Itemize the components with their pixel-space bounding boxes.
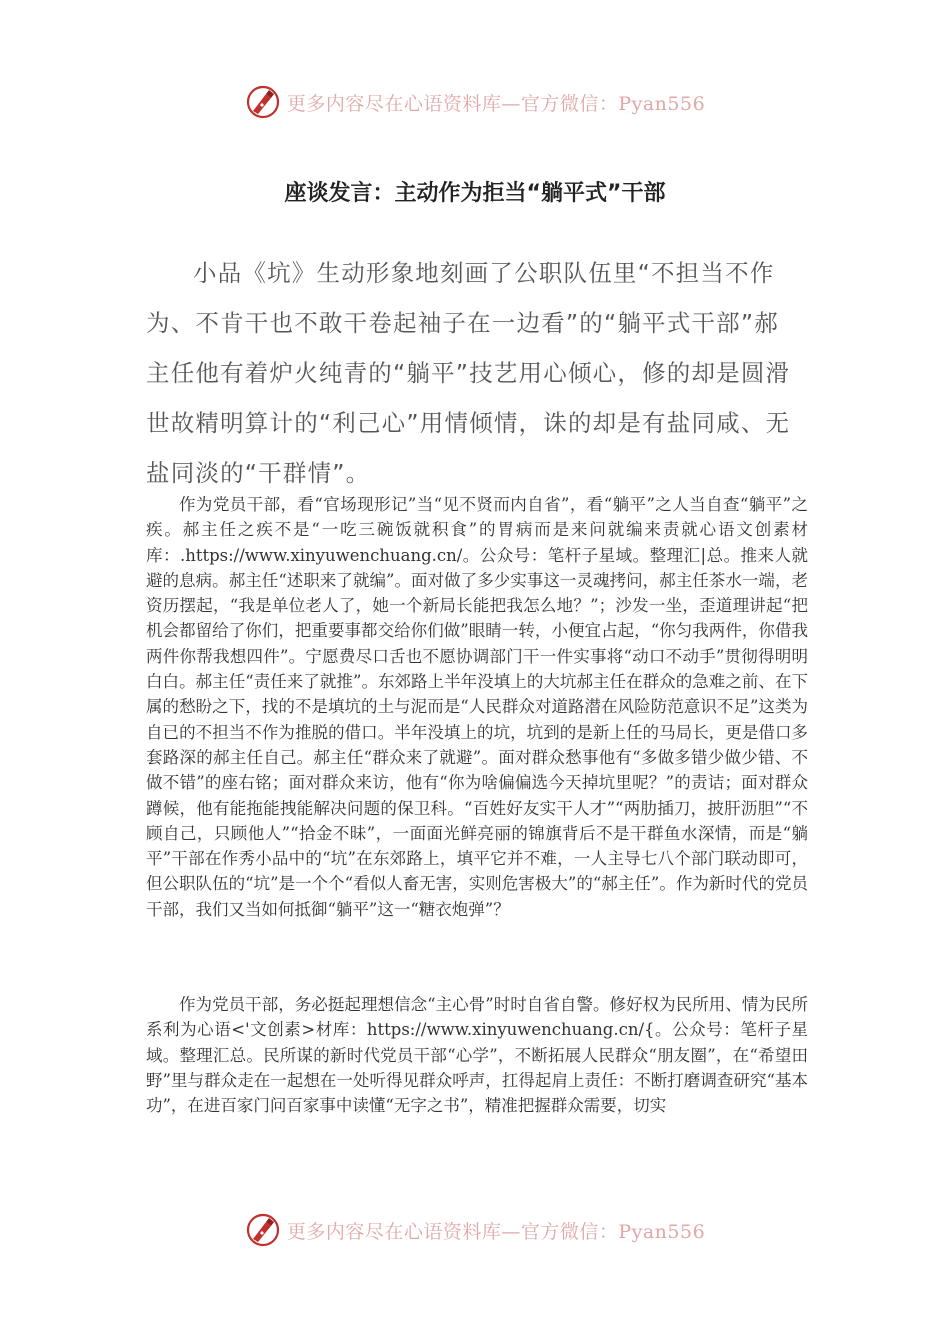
header-banner <box>0 82 950 122</box>
pen-nib-logo-icon <box>245 84 281 120</box>
page-title: 座谈发言：主动作为拒当“躺平式”干部 <box>284 181 666 206</box>
body-paragraph: 作为党员干部，看“官场现形记”当“见不贤而内自省”，看“躺平”之人当自查“躺平”之疾。郝主任之疾不是“一吃三碗饭就积食”的胃病而是来问就编来责就心语文创素材库：.https://www.xinyuwenchuang.cn/。公众号：笔杆子星域。整理汇|总。推来人就避的息病。郝主任“述职来了就编”。面对做了多少实事这一灵魂拷问，郝主任茶水一端，老资历摆起，“我是单位老人了，她一个新局长能把我怎么地？”；沙发一坐，歪道理讲起“把机会都留给了你们，把重要事都交给你们做”眼睛一转，小便宜占起，“你匀我两件，你借我两件你帮我想四件”。宁愿费尽口舌也不愿协调部门干一件实事将“动口不动手”贯彻得明明白白。郝主任“责任来了就推”。东郊路上半年没填上的大坑郝主任在群众的急难之前、在下属的愁盼之下，找的不是填坑的土与泥而是“人民群众对道路潜在风险防范意识不足”这类为自已的不担当不作为推脱的借口。半年没填上的坑，坑到的是新上任的马局长，更是借口多套路深的郝主任自己。郝主任“群众来了就避”。面对群众愁事他有“多做多错少做少错、不做不错”的座右铭；面对群众来访，他有“你为啥偏偏选今天掉坑里呢？”的责诘；面对群众蹲候，他有能拖能拽能解决问题的保卫科。“百姓好友实干人才”“两肋插刀，披肝沥胆”“不顾自己，只顾他人”“拾金不昧”，一面面光鲜亮丽的锦旗背后不是干群鱼水深情，而是“躺平”干部在作秀小品中的“坑”在东郊路上，填平它并不难，一人主导七八个部门联动即可，但公职队伍的“坑”是一个个“看似人畜无害，实则危害极大”的“郝主任”。作为新时代的党员干部，我们又当如何抵御“躺平”这一“糖衣炮弹”？ <box>146 495 808 919</box>
footer-banner-text: 更多内容尽在心语资料库—官方微信：Pyan556 <box>286 1220 706 1243</box>
body-paragraph: 作为党员干部，务必挺起理想信念“主心骨”时时自省自警。修好权为民所用、情为民所系利为心语<'文创素>材库：https://www.xinyuwenchuang.cn/{。公众号：笔杆子星域。整理汇总。民所谋的新时代党员干部“心学”，不断拓展人民群众“朋友圈”，在“希望田野”里与群众走在一起想在一处听得见群众呼声，扛得起肩上责任：不断打磨调查研究“基本功”，在进百家门问百家事中读懂“无字之书”，精准把握群众需要，切实 <box>146 995 808 1116</box>
footer-banner <box>0 1210 950 1250</box>
header-banner-text: 更多内容尽在心语资料库—官方微信：Pyan556 <box>286 92 706 115</box>
lead-paragraph: 小品《坑》生动形象地刻画了公职队伍里“不担当不作为、不肯干也不敢干卷起袖子在一边看”的“躺平式干部”郝主任他有着炉火纯青的“躺平”技艺用心倾心，修的却是圆滑世故精明算计的“利己心”用情倾情，诛的却是有盐同咸、无盐同淡的“干群情”。 <box>146 259 791 487</box>
pen-nib-logo-icon <box>245 1212 281 1248</box>
